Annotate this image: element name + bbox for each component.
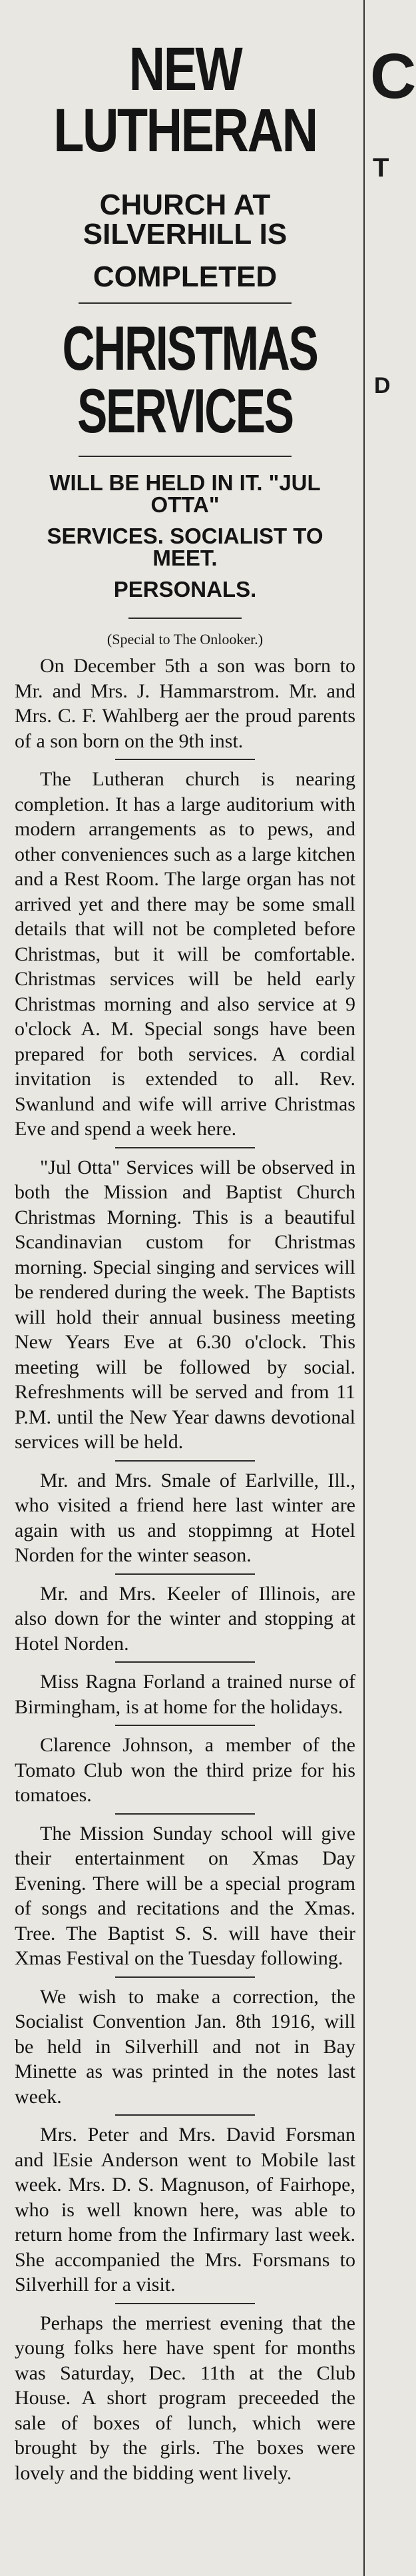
paragraph-lutheran-church: The Lutheran church is nearing completion. It has a large auditorium with modern arrangements as to pews, and other conveniences such as a large kitchen and a Rest Room. The large organ has not arrived yet and there may be some small details that will not be completed before Christmas, but it will be comfortable. Christmas services will be held early Christmas morning and also service at 9 o'clock A. M. Special songs have been prepared for both services. A cordial invitation is extended to all. Rev. Swanlund and wife will arrive Christmas Eve and spend a week here. [15, 768, 355, 1140]
paragraph-jul-otta: "Jul Otta" Services will be observed in both the Mission and Baptist Church Christmas Morning. This is a beautiful Scandinavian custom for Christmas morning. Special singing and services will be rendered during the week. The Baptists will hold their annual business meeting New Years Eve at 6.30 o'clock. This meeting will be followed by social. Refreshments will be served and from 11 P.M. until the New Year dawns devotional services will be held. [15, 1156, 355, 1453]
article-body [15, 653, 355, 2485]
headline-christmas-services: CHRISTMAS SERVICES [62, 313, 317, 446]
paragraph-smale: Mr. and Mrs. Smale of Earlville, Ill., who visited a friend here last winter are again with us and stoppimng at Hotel Norden for the winter season. [15, 1469, 355, 1566]
article-column [15, 0, 355, 2485]
deck-line-3: PERSONALS. [113, 577, 257, 602]
paragraph-club-house: Perhaps the merriest evening that the young folks here have spent for months was Saturday, Dec. 11th at the Club House. A short program preceeded the sale of boxes of lunch, which were brought by the girls. The boxes were lovely and the bidding went lively. [15, 2312, 355, 2484]
deck-line-2: SERVICES. SOCIALIST TO MEET. [47, 524, 323, 570]
adjacent-column-deck-fragment: T [373, 153, 389, 183]
paragraph-sunday-school: The Mission Sunday school will give their entertainment on Xmas Day Evening. There will be a special program of songs and recitations and the Xmas. Tree. The Baptist S. S. will have their Xmas Festival on the Tuesday following. [15, 1822, 355, 1969]
headline-line-3: COMPLETED [93, 260, 278, 293]
paragraph-births: On December 5th a son was born to Mr. and Mrs. J. Hammarstrom. Mr. and Mrs. C. F. Wahlberg aer the proud parents of a son born on the 9th inst. [15, 655, 355, 752]
paragraph-correction: We wish to make a correction, the Socialist Convention Jan. 8th 1916, will be held in Silverhill and not in Bay Minette as was printed in the notes last week. [15, 1985, 355, 2108]
adjacent-column-headline-fragment: C [370, 41, 416, 112]
paragraph-forland: Miss Ragna Forland a trained nurse of Birmingham, is at home for the holidays. [15, 1671, 355, 1718]
headline-line-1: NEW LUTHERAN [53, 35, 317, 165]
paragraph-forsman: Mrs. Peter and Mrs. David Forsman and lEsie Anderson went to Mobile last week. Mrs. D. S. Magnuson, of Fairhope, who is well known here, was able to return home from the Infirmary last week. She accompanied the Mrs. Forsmans to Silverhill for a visit. [15, 2124, 355, 2296]
column-divider [363, 0, 365, 2576]
deck-line-1: WILL BE HELD IN IT. "JUL OTTA" [49, 470, 321, 517]
paragraph-johnson: Clarence Johnson, a member of the Tomato Club won the third prize for his tomatoes. [15, 1734, 355, 1806]
paragraph-keeler: Mr. and Mrs. Keeler of Illinois, are also down for the winter and stopping at Hotel Norden. [15, 1582, 355, 1655]
byline: (Special to The Onlooker.) [106, 631, 264, 647]
headline-line-2: CHURCH AT SILVERHILL IS [83, 189, 288, 250]
adjacent-column-deck-fragment-2: D [374, 373, 391, 398]
